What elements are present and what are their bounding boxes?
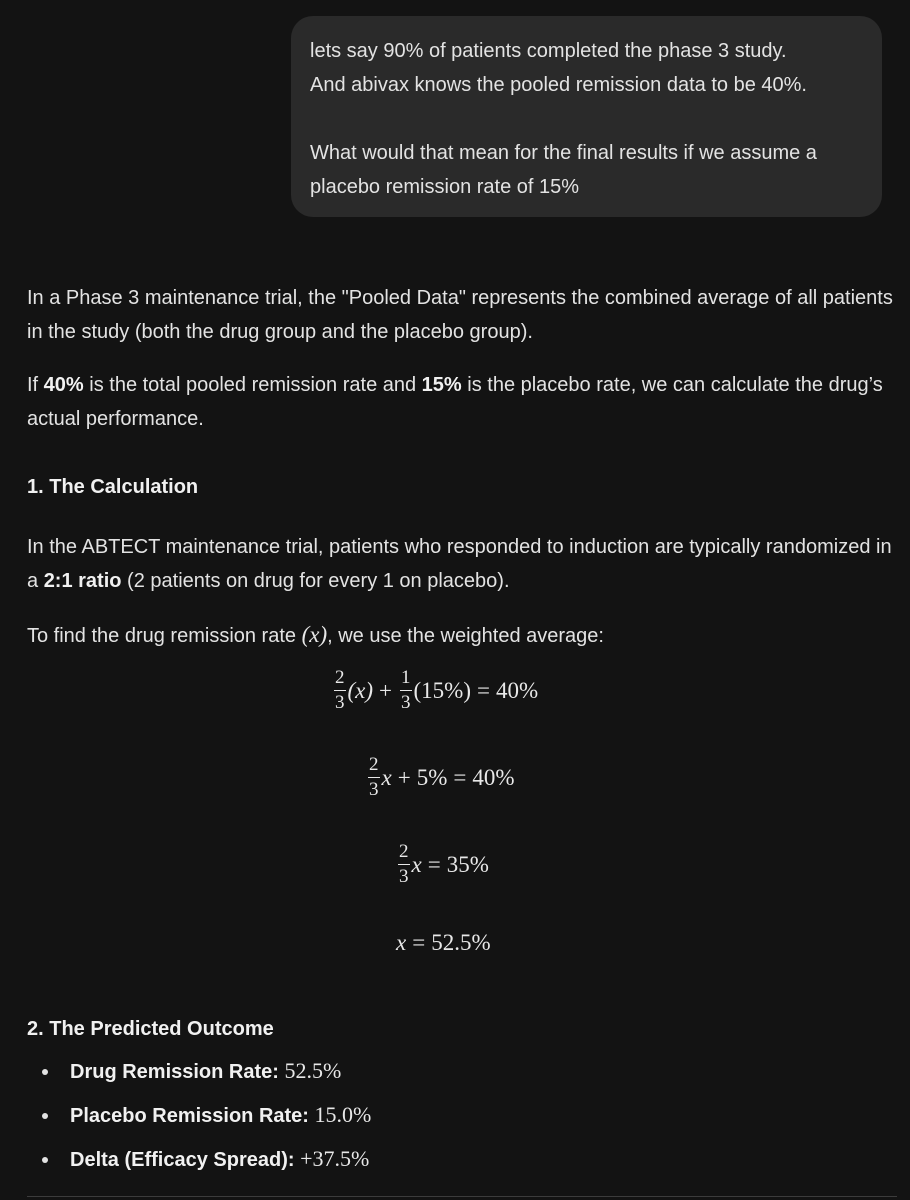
equation-4: x = 52.5% <box>396 930 491 955</box>
divider <box>27 1196 897 1197</box>
equation-1: $\frac{2}{3}$ (x) + $\frac{1}{3}$ (15%) = 40% <box>335 667 539 713</box>
equation-2: $\frac{2}{3}$ x + 5% = 40% <box>369 754 515 800</box>
bullet-icon <box>42 1069 48 1075</box>
list-item: Delta (Efficacy Spread): +37.5% <box>27 1142 897 1186</box>
formula-intro: To find the drug remission rate (x), we use the weighted average: <box>27 622 604 647</box>
fraction: $\frac{2}{3}$ <box>335 667 345 713</box>
response-paragraph-2: If 40% is the total pooled remission rate and 15% is the placebo rate, we can calculate the drug’s actual performance. <box>27 374 883 430</box>
bold-placebo-rate: 15% <box>421 374 462 396</box>
equation-3: $\frac{2}{3}$ x = 35% <box>399 841 489 887</box>
fraction: $\frac{1}{3}$ <box>401 667 411 713</box>
inline-variable: (x) <box>301 622 328 647</box>
bullet-icon <box>42 1157 48 1163</box>
bold-ratio: 2:1 ratio <box>43 570 122 592</box>
fraction: $\frac{2}{3}$ <box>369 754 379 800</box>
bold-pooled-rate: 40% <box>43 374 84 396</box>
section1-paragraph: In the ABTECT maintenance trial, patients who responded to induction are typically randomized in a 2:1 ratio (2 patients on drug for every 1 on placebo). <box>27 536 892 592</box>
section-heading-calculation: 1. The Calculation <box>27 476 199 498</box>
user-message-line: lets say 90% of patients completed the phase 3 study. <box>310 40 787 62</box>
bullet-icon <box>42 1113 48 1119</box>
section-heading-outcome: 2. The Predicted Outcome <box>27 1018 274 1040</box>
response-paragraph-1: In a Phase 3 maintenance trial, the "Pooled Data" represents the combined average of all patients in the study (both the drug group and the placebo group). <box>27 287 893 343</box>
outcome-list <box>27 1054 897 1186</box>
fraction: $\frac{2}{3}$ <box>399 841 409 887</box>
user-message-bubble <box>291 16 882 217</box>
list-item: Placebo Remission Rate: 15.0% <box>27 1098 897 1142</box>
assistant-response <box>27 281 897 436</box>
user-message-line: And abivax knows the pooled remission data to be 40%. <box>310 74 807 96</box>
list-item: Drug Remission Rate: 52.5% <box>27 1054 897 1098</box>
user-message-line: What would that mean for the final results if we assume a <box>310 142 817 164</box>
user-message-line: placebo remission rate of 15% <box>310 176 580 198</box>
